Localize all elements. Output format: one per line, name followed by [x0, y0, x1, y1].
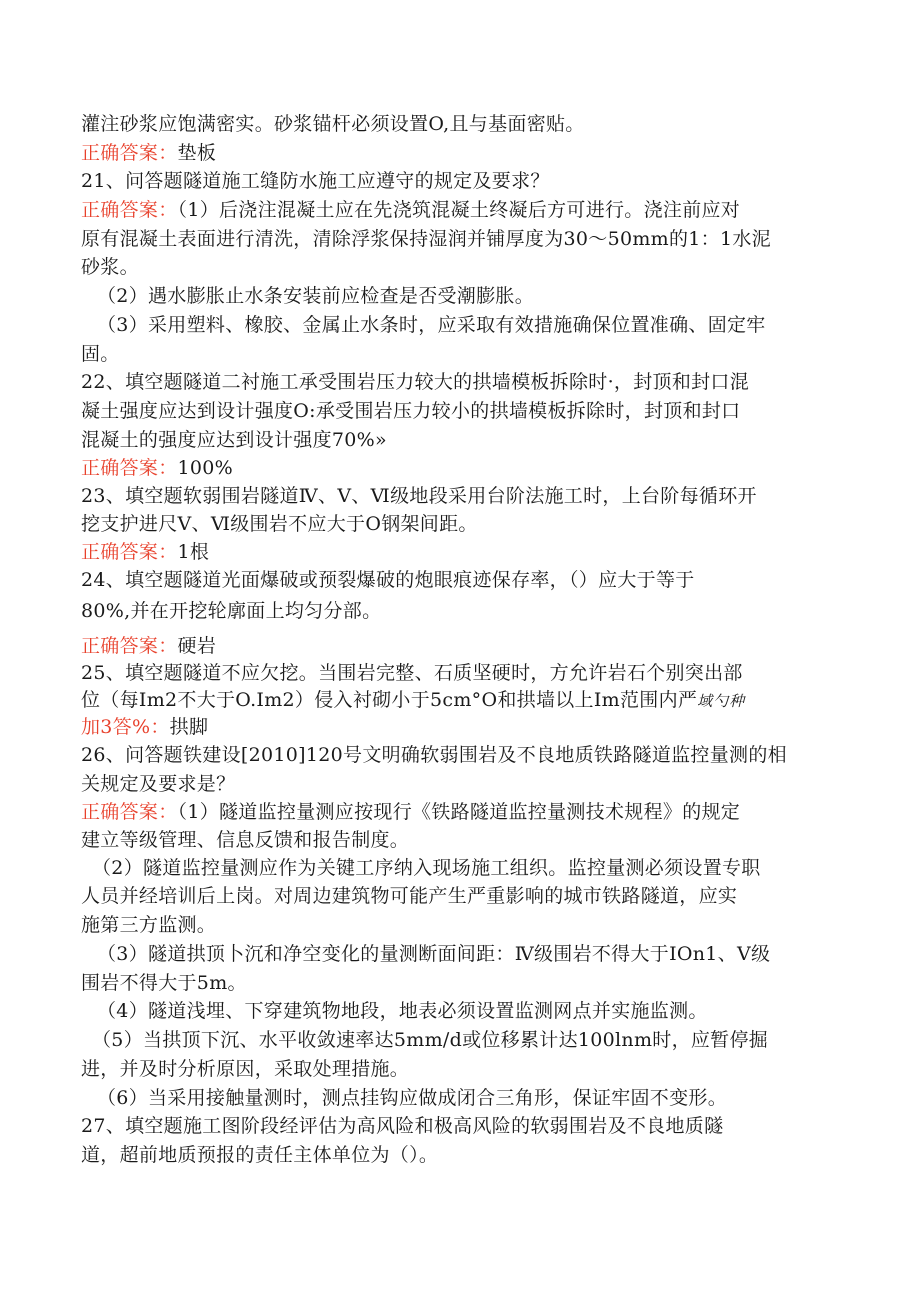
- text-line: （2）隧道监控量测应作为关键工序纳入现场施工组织。监控量测必须设置专职: [92, 857, 761, 879]
- question-21: 21、问答题隧道施工缝防水施工应遵守的规定及要求？: [81, 170, 550, 192]
- answer-label: 正确答案：: [81, 142, 178, 164]
- question-23: 23、填空题软弱围岩隧道Ⅳ、Ⅴ、Ⅵ级地段采用台阶法施工时，上台阶每循环开: [81, 485, 757, 507]
- text-line: 原有混凝土表面进行清洗，清除浮浆保持湿润并铺厚度为30～50mm的1：1水泥: [81, 228, 771, 250]
- text-line: 进，并及时分析原因，采取处理措施。: [81, 1058, 410, 1080]
- text-line: （2）遇水膨胀止水条安装前应检查是否受潮膨胀。: [97, 285, 534, 307]
- text-segment: 位（每Im2不大于O.Im2）侵入衬砌小于5cm°O和拱墙以上Im范围内严: [81, 689, 698, 711]
- answer-label: 正确答案：: [81, 801, 178, 823]
- answer-value: 拱脚: [169, 716, 209, 738]
- answer-line-q20: [81, 140, 216, 166]
- answer-value: （1）后浇注混凝土应在先浇筑混凝土终凝后方可进行。浇注前应对: [177, 199, 741, 221]
- question-24: 24、填空题隧道光面爆破或预裂爆破的炮眼痕迹保存率，（）应大于等于: [81, 569, 695, 591]
- text-line: （4）隧道浅埋、下穿建筑物地段，地表必须设置监测网点并实施监测。: [97, 1000, 708, 1022]
- answer-line-q25: [81, 714, 208, 740]
- text-line: 建立等级管理、信息反馈和报告制度。: [81, 829, 410, 851]
- text-line: 砂浆。: [81, 256, 139, 278]
- text-line: 80%,并在开挖轮廓面上均匀分部。: [81, 600, 382, 622]
- text-line: 围岩不得大于5m。: [81, 972, 247, 994]
- text-line: （5）当拱顶下沉、水平收敛速率达5mm∕d或位移累计达100lnm时，应暂停掘: [92, 1029, 769, 1051]
- question-22: 22、填空题隧道二衬施工承受围岩压力较大的拱墙模板拆除时·，封顶和封口混: [81, 371, 750, 393]
- text-line: 凝土强度应达到设计强度O:承受围岩压力较小的拱墙模板拆除时，封顶和封口: [81, 400, 741, 422]
- answer-value: （1）隧道监控量测应按现行《铁路隧道监控量测技术规程》的规定: [177, 801, 741, 823]
- answer-value: 100%: [177, 457, 234, 479]
- text-line: （3）隧道拱顶卜沉和净空变化的量测断面间距：Ⅳ级围岩不得大于IOn1、Ⅴ级: [97, 943, 771, 965]
- question-27: 27、填空题施工图阶段经评估为高风险和极高风险的软弱围岩及不良地质隧: [81, 1115, 724, 1137]
- answer-label: 正确答案：: [81, 199, 178, 221]
- text-line: 固。: [81, 343, 120, 365]
- text-line: 施第三方监测。: [81, 914, 217, 936]
- text-line: 关规定及要求是？: [81, 773, 236, 795]
- scribble-text: 域勺种: [697, 692, 746, 710]
- answer-line-q26: [81, 799, 740, 825]
- text-line: 人员并经培训后上岗。对周边建筑物可能产生严重影响的城市铁路隧道，应实: [81, 885, 738, 907]
- answer-label: 正确答案：: [81, 541, 178, 563]
- text-line: 道，超前地质预报的责任主体单位为（）。: [81, 1144, 439, 1166]
- answer-line-q24: [81, 633, 216, 659]
- answer-label: 正确答案：: [81, 635, 178, 657]
- text-line: 灌注砂浆应饱满密实。砂浆锚杆必须设置O,且与基面密贴。: [81, 113, 585, 135]
- text-line: [81, 687, 745, 714]
- answer-label: 加3答%：: [81, 716, 170, 738]
- answer-value: 垫板: [177, 142, 217, 164]
- text-line: （3）采用塑料、橡胶、金属止水条时，应采取有效措施确保位置准确、固定牢: [97, 314, 766, 336]
- text-line: 混凝土的强度应达到设计强度70%»: [81, 429, 387, 451]
- answer-line-q21: [81, 197, 740, 223]
- answer-line-q23: [81, 539, 209, 565]
- answer-label: 正确答案：: [81, 457, 178, 479]
- answer-line-q22: [81, 455, 233, 481]
- text-line: （6）当采用接触量测时，测点挂钩应做成闭合三角形，保证牢固不变形。: [97, 1087, 727, 1109]
- answer-value: 1根: [177, 541, 210, 563]
- question-26: 26、问答题铁建设[2010]120号文明确软弱围岩及不良地质铁路隧道监控量测的相: [81, 744, 787, 766]
- answer-value: 硬岩: [177, 635, 217, 657]
- text-line: 挖支护进尺Ⅴ、Ⅵ级围岩不应大于O钢架间距。: [81, 513, 478, 535]
- question-25: 25、填空题隧道不应欠挖。当围岩完整、石质坚硬时，方允许岩石个别突出部: [81, 662, 743, 684]
